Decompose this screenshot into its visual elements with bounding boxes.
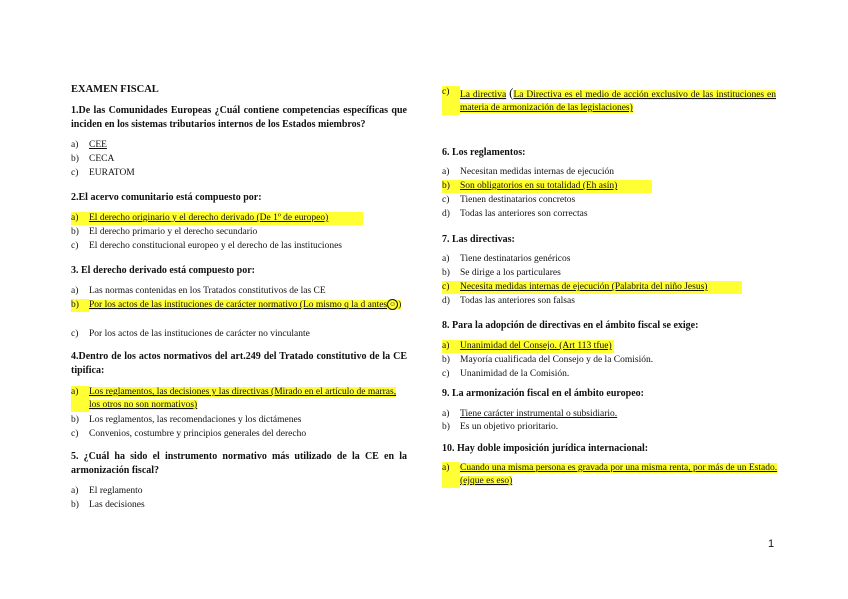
q5-option-b: b) Las decisiones xyxy=(71,500,145,510)
question-2: 2.El acervo comunitario está compuesto por: xyxy=(71,192,262,203)
question-8: 8. Para la adopción de directivas en el ámbito fiscal se exige: xyxy=(442,320,699,331)
page-number: 1 xyxy=(768,538,775,550)
question-1: 1.De las Comunidades Europeas ¿Cuál contiene competencias específicas que inciden en los sistemas tributarios internos de los Estados miembros? xyxy=(71,105,407,130)
q6-option-b: b) Son obligatorios en su totalidad (Eh asín) xyxy=(442,180,652,193)
q4-option-a: a) Los reglamentos, las decisiones y las directivas (Mirado en el artículo de marras, los otros no son normativos) xyxy=(71,387,397,410)
question-10: 10. Hay doble imposición jurídica internacional: xyxy=(442,443,649,454)
question-3: 3. El derecho derivado está compuesto por: xyxy=(71,265,255,276)
q1-option-b: b) CECA xyxy=(71,154,115,164)
q7-option-d: d) Todas las anteriores son falsas xyxy=(442,296,575,306)
q7-option-b: b) Se dirige a los particulares xyxy=(442,268,561,278)
q3-option-a: a) Las normas contenidas en los Tratados constitutivos de las CE xyxy=(71,286,326,296)
q5-option-c: c) La directiva (La Directiva es el medio de acción exclusivo de las instituciones en materia de armonización de las legislaciones) xyxy=(442,85,776,113)
q9-option-a: a) Tiene carácter instrumental o subsidiario. xyxy=(442,409,618,419)
q4-option-c: c) Convenios, costumbre y principios generales del derecho xyxy=(71,429,307,439)
q6-option-c: c) Tienen destinatarios concretos xyxy=(442,195,576,205)
question-4: 4.Dentro de los actos normativos del art.249 del Tratado constitutivo de la CE tipifica: xyxy=(71,351,407,376)
smiley-icon: ☺ xyxy=(389,300,397,309)
question-5: 5. ¿Cuál ha sido el instrumento normativo más utilizado de la CE en la armonización fiscal? xyxy=(71,451,407,476)
question-9: 9. La armonización fiscal en el ámbito europeo: xyxy=(442,388,645,399)
question-7: 7. Las directivas: xyxy=(442,234,515,245)
document-title: EXAMEN FISCAL xyxy=(71,84,159,95)
q3-option-c: c) Por los actos de las instituciones de carácter no vinculante xyxy=(71,329,310,339)
q6-option-d: d) Todas las anteriores son correctas xyxy=(442,209,588,219)
q2-option-a: a) El derecho originario y el derecho derivado (De 1º de europeo) xyxy=(71,212,363,225)
q4-option-b: b) Los reglamentos, las recomendaciones y los dictámenes xyxy=(71,415,302,425)
q5-option-a: a) El reglamento xyxy=(71,486,143,496)
q7-option-a: a) Tiene destinatarios genéricos xyxy=(442,254,571,264)
q2-option-b: b) El derecho primario y el derecho secundario xyxy=(71,227,258,237)
q10-option-a: a) Cuando una misma persona es gravada por una misma renta, por más de un Estado. (ejque es eso) xyxy=(442,463,778,486)
q1-option-a: a) CEE xyxy=(71,140,107,150)
q2-option-c: c) El derecho constitucional europeo y el derecho de las instituciones xyxy=(71,241,342,251)
q6-option-a: a) Necesitan medidas internas de ejecución xyxy=(442,167,615,177)
q7-option-c: c) Necesita medidas internas de ejecución (Palabrita del niño Jesus) xyxy=(442,281,742,294)
q8-option-b: b) Mayoría cualificada del Consejo y de la Comisión. xyxy=(442,355,654,365)
q3-option-b: b) Por los actos de las instituciones de carácter normativo (Lo mismo q la d antes ☺ ) xyxy=(71,300,402,310)
question-6: 6. Los reglamentos: xyxy=(442,147,526,158)
q8-option-a: a) Unanimidad del Consejo. (Art 113 tfue) xyxy=(442,340,614,353)
q8-option-c: c) Unanimidad de la Comisión. xyxy=(442,369,570,379)
q9-option-b: b) Es un objetivo prioritario. xyxy=(442,422,559,432)
q1-option-c: c) EURATOM xyxy=(71,168,135,178)
